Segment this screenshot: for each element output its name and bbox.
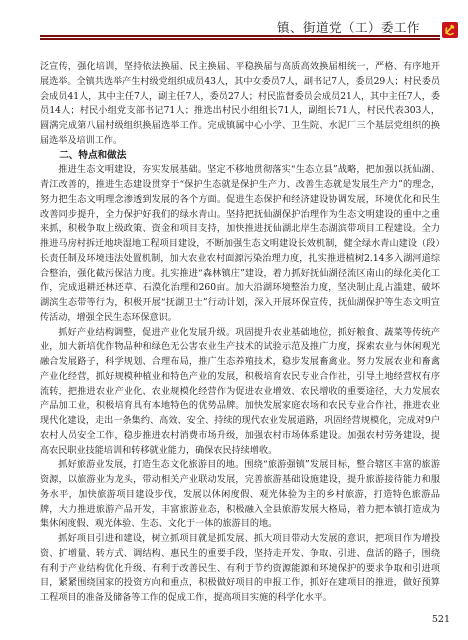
paragraph-election-summary: 泛宣传，强化培训，坚持依法换届、民主换届、平稳换届与高质高效换届相统一，严格、有序地开展选举。全镇共选举产生村级党组织成员43人，其中女委员7人，副书记7人，委员29人；村民委员会成员41人，其中主任7人，副主任7人，委员27人；村民监督委员会成员21人，其中主任7人，委员14人；村民小组党支部书记71人；推选出村民小组组长71人，副组长71人，村民代表303人，圆满完成第八届村级组织换届选举工作。完成镇属中心小学、卫生院、水泥厂三个基层党组织的换届选举及培训工作。: [40, 62, 440, 146]
paragraph-industry: 抓好产业结构调整，促进产业化发展升级。巩固提升农业基础地位，抓好粮食、蔬菜等传统产业，加大新培优作物品种和绿色无公害农业生产技术的试验示范及推广力度，探索农业与休闲观光融合发展路子，科学规划、合理布局，推广生态养殖技术，稳步发展畜禽业。努力发展农业和畜禽产业化经营，抓好规模种植业和特色产业的发展，积极培育农民专业合作社，引导土地经营权有序流转，把推进农业产业化、农业规模化经营作为促进农业增效、农民增收的重要途径，大力发展农产品加工业，积极培育具有本地特色的优势品牌。加快发展家庭农场和农民专业合作社，推进农业现代化建设，走出一条集约、高效、安全、持续的现代农业发展道路，巩固经营规模化，完成对9户农村人员安全工作，稳步推进农村消费市场升级，加强农村市场体系建设。加强农村劳务建设，提高农民职业技能培训和转移就业能力，确保农民持续增收。: [40, 327, 440, 456]
header-rule: [40, 35, 440, 40]
party-emblem-icon: [442, 22, 458, 38]
section-heading: 二、特点和做法: [59, 149, 127, 161]
page-body: [40, 60, 440, 606]
running-header: [40, 14, 440, 54]
paragraph-projects: 抓好项目引进和建设，树立抓项目就是抓发展、抓大项目带动大发展的意识，把项目作为增投资、扩增量、转方式、调结构、惠民生的重要手段，坚持走开发、争取、引进、盘活的路子，围绕有利于产业结构优化升级、有利于改善民生、有利于节约资源能源和环境保护的要求争取和引进项目，紧紧围绕国家的投资方向和重点，积极做好项目的申报工作，抓好在建项目的推进，做好预算工程项目的准备及储备等工作的促成工作，提高项目实施的科学化水平。: [40, 534, 440, 603]
paragraph-tourism: 抓好旅游业发展，打造生态文化旅游目的地。围绕“旅游强镇”发展目标，整合辖区丰富的旅游资源，以旅游业为龙头，带动相关产业联动发展，完善旅游基础设施建设，提升旅游接待能力和服务水平，加快旅游项目建设步伐，发展以休闲度假、观光体验为主的乡村旅游，打造特色旅游品牌，大力推进旅游产品开发，丰富旅游业态，积极融入全县旅游发展大格局，着力把本镇打造成为集休闲度假、观光体验、生态、文化于一体的旅游目的地。: [40, 460, 440, 530]
header-title: 镇、街道党（工）委工作: [276, 20, 420, 35]
paragraph-ecology: 推进生态文明建设，夯实发展基础。坚定不移地贯彻落实“生态立县”战略，把加强以抚仙湖、青江改善的，推进生态建设贯穿于“保护生态就是保护生产力、改善生态就是发展生产力”的理念，努力把生态文明理念渗透到发展的各个方面。促进生态保护和经济建设协调发展，环境优化和民生改善同步提升，全力保护好我们的绿水青山。坚持把抚仙湖保护治理作为生态文明建设的重中之重来抓，积极争取上级政策、资金和项目支持，加快推进抚仙湖北岸生态湖滨带项目工程建设。全力推进马房村拆迁地块湿地工程项目建设，不断加强生态文明建设长效机制，健全绿水青山建设（段）长责任制及环境违法处置机制，加大农业农村面源污染治理力度，扎实推进植树2.14多入湖河道综合整治，强化截污保洁力度。扎实推进“森林镇庄”建设，着力抓好抚仙湖径流区南山的绿化美化工作，完成退耕还林还草、石漠化治理和260亩。加大沿湖环境整治力度，坚决制止乱占滥建、破坏湖滨生态带等行为，积极开展“抚湖卫士”行动计划，深入开展环保宣传，抚仙湖保护等生态文明宣传活动，增强全民生态环保意识。: [40, 165, 440, 323]
page-number: 521: [431, 614, 450, 625]
